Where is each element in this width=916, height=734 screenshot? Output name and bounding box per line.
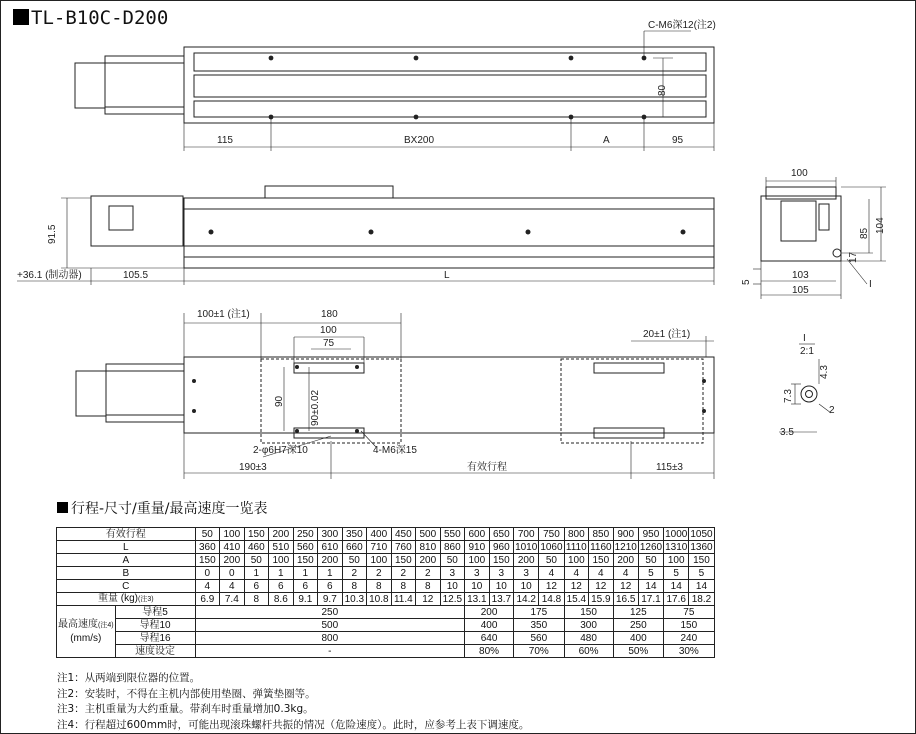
cell-l: 1310 [665, 541, 688, 553]
bottom-dim-100: 100 [320, 325, 337, 336]
row-stroke-label: 有效行程 [57, 528, 196, 541]
weight-label-text: 重量 (kg) [98, 593, 138, 604]
cell-a: 100 [564, 554, 589, 567]
table-title [57, 498, 268, 518]
cell-strokes: 850 [589, 528, 614, 541]
row-lead5 [57, 606, 715, 619]
cell-c: 6 [244, 580, 269, 593]
cell-lead16: 480 [564, 632, 613, 645]
cell-l: 560 [293, 541, 318, 554]
cell-c: 10 [465, 580, 490, 593]
cell-b: 5 [689, 567, 714, 580]
cell-lead5: 75 [664, 606, 715, 619]
cell-l: 360 [195, 541, 220, 554]
weight-note: (注3) [138, 596, 154, 603]
bottom-bolt-note: 4-M6深15 [373, 445, 417, 456]
row-lead10 [57, 619, 715, 632]
top-dim-a: A [603, 135, 610, 146]
cell-a: 150 [689, 554, 714, 567]
cell-lead10: 150 [664, 619, 715, 632]
row-stroke [57, 528, 715, 541]
cell-c: 6 [293, 580, 318, 593]
note-4: 注4：行程超过600mm时，可能出现滚珠螺杆共振的情况（危险速度）。此时，应参考上表下调速度。 [57, 718, 530, 731]
side-slider-top [265, 186, 393, 198]
cell-b: 0 [195, 567, 220, 580]
note-3: 注3：主机重量为大约重量。带刹车时重量增加0.3kg。 [57, 703, 314, 715]
bottom-body [184, 357, 714, 433]
cell-weight: 8 [244, 593, 269, 606]
cell-l: 760 [391, 541, 416, 554]
end-dim-103: 103 [792, 270, 809, 281]
cell-strokes: 50 [195, 528, 220, 541]
cell-strokes: 300 [318, 528, 343, 541]
cell-b: 1 [318, 567, 343, 580]
cell-weight: 12 [416, 593, 441, 606]
cell-c: 8 [342, 580, 367, 593]
cell-a: 50 [244, 554, 269, 567]
cell-a: 200 [514, 554, 539, 567]
side-dim-l: L [444, 270, 450, 281]
bottom-dim-100-1: 100±1 (注1) [197, 309, 250, 320]
end-view [741, 168, 886, 299]
cell-weight: 15.4 [564, 593, 589, 606]
end-dim-5: 5 [741, 279, 752, 285]
cell-a: 100 [367, 554, 392, 567]
cell-weight: 9.7 [318, 593, 343, 606]
cell-a: 200 [613, 554, 638, 567]
row-speed-setting [57, 645, 715, 658]
top-dim-80: 80 [657, 84, 668, 96]
cell-c: 4 [195, 580, 220, 593]
bottom-dim-90-002: 90±0.02 [310, 389, 321, 426]
cell-lead5: 125 [613, 606, 664, 619]
cell-a: 150 [589, 554, 614, 567]
top-dim-115: 115 [217, 135, 233, 146]
cell-weight: 15.9 [589, 593, 614, 606]
row-l-label: L [57, 541, 196, 554]
cell-speed-setting: 80% [465, 645, 514, 658]
cell-c: 14 [664, 580, 689, 593]
cell-strokes: 650 [489, 528, 514, 541]
cell-lead10: 400 [465, 619, 514, 632]
cell-a: 50 [638, 554, 663, 567]
side-dim-105-5: 105.5 [123, 270, 149, 281]
cell-lead16: 560 [514, 632, 565, 645]
cell-b: 3 [465, 567, 490, 580]
cell-a: 100 [465, 554, 490, 567]
detail-dim-7-3: 7.3 [783, 389, 794, 403]
cell-lead16: 400 [613, 632, 664, 645]
cell-b: 5 [664, 567, 689, 580]
end-dim-17: 17 [848, 251, 859, 263]
cell-c: 10 [489, 580, 514, 593]
lead10-base: 500 [195, 619, 465, 632]
cell-weight: 18.2 [689, 593, 714, 606]
cell-speed-setting: 30% [664, 645, 715, 658]
end-detail-i: I [869, 279, 872, 290]
cell-l: 1010 [515, 541, 538, 553]
cell-strokes: 750 [539, 528, 564, 541]
row-weight [57, 593, 715, 606]
cell-l: 860 [440, 541, 465, 554]
table-title-text: 行程-尺寸/重量/最高速度一览表 [71, 501, 268, 517]
cell-weight: 6.9 [195, 593, 220, 606]
cell-b: 3 [514, 567, 539, 580]
cell-weight: 7.4 [220, 593, 245, 606]
lead16-label: 导程16 [115, 632, 195, 645]
cell-weight: 14.8 [539, 593, 564, 606]
cell-c: 14 [638, 580, 663, 593]
cell-b: 0 [220, 567, 245, 580]
speed-label [57, 606, 116, 658]
cell-weight: 10.8 [367, 593, 392, 606]
cell-lead5: 175 [514, 606, 565, 619]
cell-l: 460 [244, 541, 269, 554]
detail-dim-4-3: 4.3 [819, 365, 830, 379]
row-b [57, 567, 715, 580]
end-dim-85: 85 [859, 227, 870, 239]
top-dim-95: 95 [672, 135, 684, 146]
cell-strokes: 200 [269, 528, 294, 541]
cell-a: 50 [342, 554, 367, 567]
cell-lead5: 200 [465, 606, 514, 619]
technical-drawing [1, 1, 916, 496]
cell-a: 50 [539, 554, 564, 567]
cell-speed-setting: 60% [564, 645, 613, 658]
cell-strokes: 400 [367, 528, 392, 541]
cell-strokes: 550 [440, 528, 465, 541]
model-title-text: TL-B10C-D200 [31, 7, 169, 29]
top-dim-bx200: BX200 [404, 135, 435, 146]
cell-a: 150 [489, 554, 514, 567]
detail-dim-2: 2 [829, 405, 835, 416]
notes [57, 671, 529, 733]
cell-speed-setting: 50% [613, 645, 664, 658]
cell-a: 200 [318, 554, 343, 567]
lead5-base: 250 [195, 606, 465, 619]
row-a [57, 554, 715, 567]
cell-weight: 17.6 [664, 593, 689, 606]
bottom-dim-190-3: 190±3 [239, 462, 267, 473]
speed-setting-base: - [195, 645, 465, 658]
cell-a: 200 [220, 554, 245, 567]
cell-a: 150 [391, 554, 416, 567]
cell-b: 1 [269, 567, 294, 580]
speed-label-line1: 最高速度 [58, 619, 98, 630]
end-dim-100: 100 [791, 168, 808, 179]
cell-strokes: 1050 [690, 528, 713, 540]
cell-b: 2 [342, 567, 367, 580]
cell-l: 1160 [590, 541, 612, 553]
cell-lead10: 350 [514, 619, 565, 632]
cell-strokes: 600 [465, 528, 490, 541]
cell-speed-setting: 70% [514, 645, 565, 658]
row-lead16 [57, 632, 715, 645]
cell-l: 510 [269, 541, 294, 554]
cell-b: 5 [638, 567, 663, 580]
top-body [184, 47, 714, 123]
bottom-dim-90: 90 [274, 395, 285, 407]
cell-strokes: 250 [293, 528, 318, 541]
cell-strokes: 100 [220, 528, 245, 541]
cell-weight: 9.1 [293, 593, 318, 606]
cell-a: 50 [440, 554, 465, 567]
row-c-label: C [57, 580, 196, 593]
speed-setting-label: 速度设定 [115, 645, 195, 658]
cell-l: 1060 [540, 541, 563, 553]
bottom-dim-20-1: 20±1 (注1) [643, 329, 691, 340]
cell-weight: 10.3 [342, 593, 367, 606]
cell-weight: 14.2 [514, 593, 539, 606]
cell-a: 150 [293, 554, 318, 567]
cell-l: 910 [465, 541, 490, 554]
bottom-dim-75: 75 [323, 338, 335, 349]
bottom-dim-180: 180 [321, 309, 338, 320]
cell-strokes: 150 [244, 528, 269, 541]
cell-l: 710 [367, 541, 392, 554]
cell-l: 1360 [690, 541, 713, 553]
cell-b: 4 [539, 567, 564, 580]
lead16-base: 800 [195, 632, 465, 645]
top-view [75, 19, 716, 151]
cell-strokes: 950 [638, 528, 663, 541]
cell-weight: 8.6 [269, 593, 294, 606]
row-weight-label [57, 593, 196, 606]
detail-scale: 2:1 [800, 346, 814, 357]
cell-b: 2 [391, 567, 416, 580]
cell-b: 4 [564, 567, 589, 580]
bottom-dim-115-3: 115±3 [656, 462, 683, 473]
top-motor [105, 56, 184, 114]
cell-a: 150 [195, 554, 220, 567]
cell-c: 12 [564, 580, 589, 593]
cell-c: 12 [589, 580, 614, 593]
cell-l: 1110 [565, 541, 587, 553]
cell-l: 610 [318, 541, 343, 554]
row-l [57, 541, 715, 554]
cell-b: 2 [367, 567, 392, 580]
cell-strokes: 900 [613, 528, 638, 541]
cell-c: 10 [440, 580, 465, 593]
note-1: 注1：从两端到限位器的位置。 [57, 672, 201, 684]
cell-c: 4 [220, 580, 245, 593]
top-motor-cover [75, 63, 105, 108]
side-view [17, 186, 714, 285]
cell-c: 8 [391, 580, 416, 593]
cell-strokes: 450 [391, 528, 416, 541]
cell-weight: 12.5 [440, 593, 465, 606]
cell-lead10: 250 [613, 619, 664, 632]
end-dim-105: 105 [792, 285, 809, 296]
bottom-dim-stroke: 有效行程 [467, 462, 507, 473]
cell-c: 6 [269, 580, 294, 593]
cell-c: 14 [689, 580, 714, 593]
cell-c: 12 [539, 580, 564, 593]
lead10-label: 导程10 [115, 619, 195, 632]
cell-b: 1 [244, 567, 269, 580]
cell-weight: 16.5 [613, 593, 638, 606]
bottom-view [76, 308, 714, 479]
cell-weight: 11.4 [391, 593, 416, 606]
speed-label-line2: (mm/s) [70, 633, 102, 644]
cell-a: 100 [664, 554, 689, 567]
cell-lead16: 240 [664, 632, 715, 645]
detail-title: I [803, 333, 806, 344]
row-b-label: B [57, 567, 196, 580]
speed-note: (注4) [98, 622, 114, 629]
cell-lead16: 640 [465, 632, 514, 645]
cell-c: 8 [416, 580, 441, 593]
side-dim-36-1: +36.1 (制动器) [17, 270, 82, 281]
row-a-label: A [57, 554, 196, 567]
top-bolt-note: C-M6深12(注2) [648, 20, 716, 31]
cell-lead10: 300 [564, 619, 613, 632]
lead5-label: 导程5 [115, 606, 195, 619]
cell-b: 4 [589, 567, 614, 580]
cell-l: 410 [220, 541, 245, 554]
detail-dim-3-5: 3.5 [780, 427, 794, 438]
cell-c: 12 [613, 580, 638, 593]
cell-l: 1260 [639, 541, 663, 553]
end-dim-104: 104 [875, 217, 886, 234]
cell-weight: 13.7 [489, 593, 514, 606]
cell-l: 1210 [614, 541, 637, 553]
cell-c: 10 [514, 580, 539, 593]
side-dim-91-5: 91.5 [47, 224, 58, 244]
cell-lead5: 150 [564, 606, 613, 619]
cell-strokes: 500 [416, 528, 441, 541]
cell-strokes: 800 [564, 528, 589, 541]
bottom-pin-note: 2-φ6H7深10 [253, 445, 308, 456]
row-c [57, 580, 715, 593]
cell-weight: 17.1 [638, 593, 663, 606]
cell-a: 200 [416, 554, 441, 567]
cell-strokes: 700 [514, 528, 539, 541]
cell-b: 2 [416, 567, 441, 580]
cell-b: 3 [440, 567, 465, 580]
cell-strokes: 350 [342, 528, 367, 541]
cell-c: 6 [318, 580, 343, 593]
cell-l: 960 [489, 541, 514, 554]
cell-a: 100 [269, 554, 294, 567]
cell-strokes: 1000 [665, 528, 688, 540]
cell-weight: 13.1 [465, 593, 490, 606]
table-title-square-icon [57, 502, 68, 513]
cell-c: 8 [367, 580, 392, 593]
cell-b: 1 [293, 567, 318, 580]
spec-table [56, 527, 715, 658]
cell-l: 810 [416, 541, 441, 554]
cell-b: 4 [613, 567, 638, 580]
note-2: 注2：安装时，不得在主机内部使用垫圈、弹簧垫圈等。 [57, 687, 316, 700]
cell-l: 660 [342, 541, 367, 554]
cell-b: 3 [489, 567, 514, 580]
detail-view [779, 333, 835, 438]
side-motor [91, 196, 183, 246]
